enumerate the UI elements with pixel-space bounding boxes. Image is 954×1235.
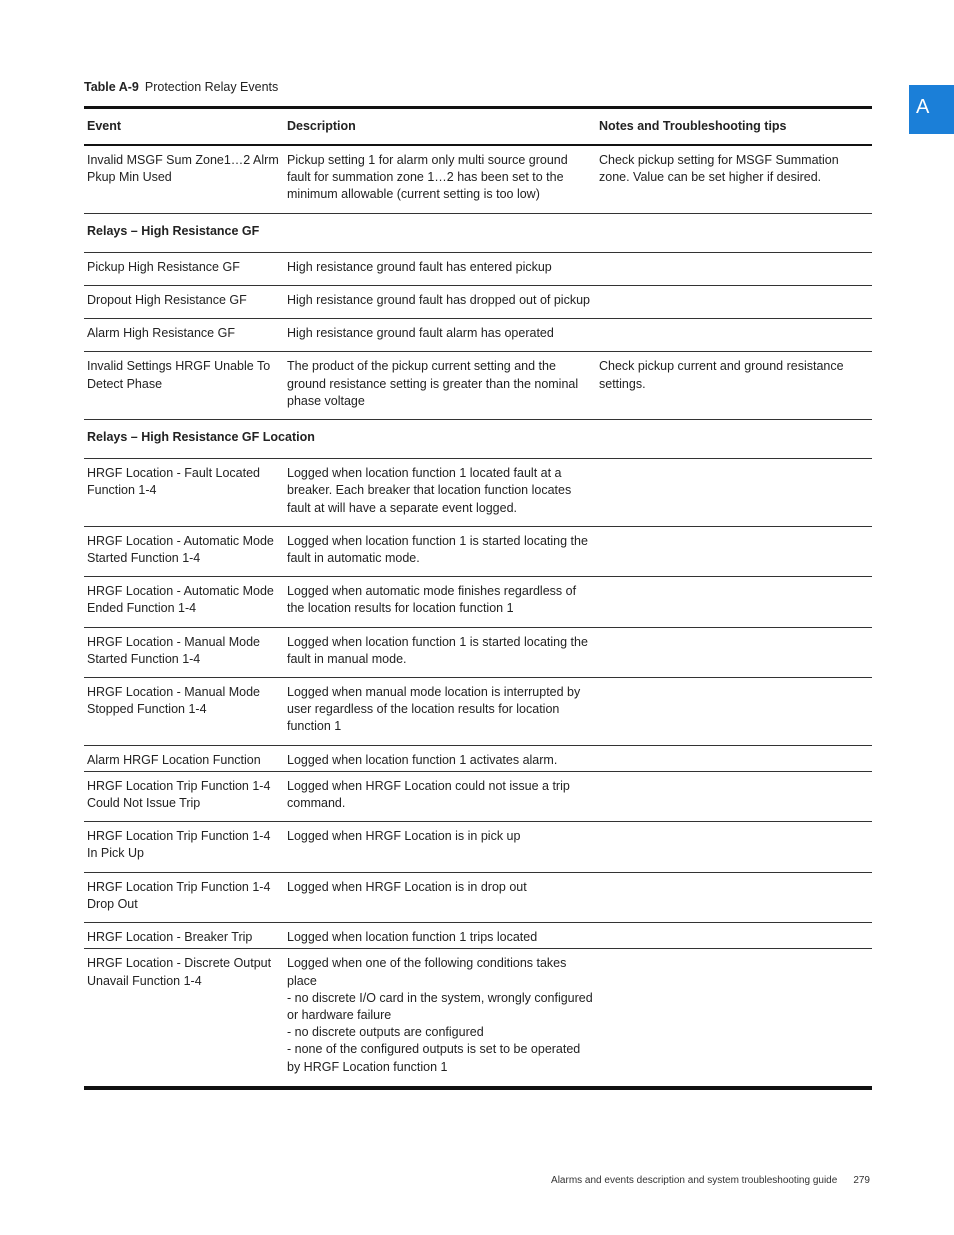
notes-cell	[596, 627, 872, 677]
table-row	[84, 526, 872, 576]
notes-cell	[596, 319, 872, 352]
table-row	[84, 459, 872, 527]
table-caption-label: Table A-9	[84, 80, 139, 94]
table-row	[84, 145, 872, 213]
header-notes: Notes and Troubleshooting tips	[596, 108, 872, 146]
table-row	[84, 872, 872, 922]
table-row	[84, 352, 872, 420]
notes-cell	[596, 822, 872, 872]
description-cell: High resistance ground fault has dropped out of pickup	[284, 286, 596, 319]
table-caption	[84, 80, 278, 94]
event-cell: HRGF Location - Automatic Mode Started Function 1-4	[84, 526, 284, 576]
notes-cell	[596, 526, 872, 576]
description-cell: Logged when HRGF Location is in drop out	[284, 872, 596, 922]
table-row	[84, 678, 872, 746]
notes-cell	[596, 286, 872, 319]
notes-cell	[596, 949, 872, 1088]
table-row	[84, 822, 872, 872]
description-cell: Logged when location function 1 is started locating the fault in automatic mode.	[284, 526, 596, 576]
table-row	[84, 923, 872, 949]
description-cell: Logged when location function 1 located fault at a breaker. Each breaker that location function locates fault at will have a separate event logged.	[284, 459, 596, 527]
description-cell: Logged when location function 1 trips located	[284, 923, 596, 949]
table-row	[84, 319, 872, 352]
appendix-tab: A	[909, 85, 954, 134]
page-number: 279	[853, 1175, 870, 1186]
event-cell: HRGF Location - Automatic Mode Ended Function 1-4	[84, 577, 284, 627]
description-cell: The product of the pickup current setting and the ground resistance setting is greater than the nominal phase voltage	[284, 352, 596, 420]
notes-cell	[596, 771, 872, 821]
notes-cell	[596, 459, 872, 527]
description-cell: High resistance ground fault alarm has operated	[284, 319, 596, 352]
table-caption-title: Protection Relay Events	[144, 80, 279, 94]
event-cell: Alarm High Resistance GF	[84, 319, 284, 352]
table-row	[84, 627, 872, 677]
event-cell: HRGF Location - Manual Mode Started Function 1-4	[84, 627, 284, 677]
event-cell: Pickup High Resistance GF	[84, 252, 284, 285]
header-event: Event	[84, 108, 284, 146]
event-cell: HRGF Location - Breaker Trip	[84, 923, 284, 949]
notes-cell: Check pickup current and ground resistance settings.	[596, 352, 872, 420]
notes-cell	[596, 923, 872, 949]
section-title: Relays – High Resistance GF	[84, 213, 872, 252]
section-row	[84, 420, 872, 459]
table-header	[84, 108, 872, 146]
description-cell: Logged when location function 1 activates alarm.	[284, 745, 596, 771]
description-cell: Logged when location function 1 is started locating the fault in manual mode.	[284, 627, 596, 677]
header-description: Description	[284, 108, 596, 146]
description-line: - no discrete I/O card in the system, wrongly configured or hardware failure	[287, 990, 593, 1022]
description-cell: Logged when manual mode location is interrupted by user regardless of the location results for location function 1	[284, 678, 596, 746]
notes-cell	[596, 577, 872, 627]
event-cell: Dropout High Resistance GF	[84, 286, 284, 319]
table-row	[84, 577, 872, 627]
event-cell: HRGF Location Trip Function 1-4 In Pick Up	[84, 822, 284, 872]
event-cell: Alarm HRGF Location Function	[84, 745, 284, 771]
table-row	[84, 745, 872, 771]
description-cell: Logged when HRGF Location could not issue a trip command.	[284, 771, 596, 821]
footer-text: Alarms and events description and system troubleshooting guide	[551, 1175, 838, 1186]
protection-relay-events-table	[84, 106, 872, 1090]
event-cell: Invalid Settings HRGF Unable To Detect Phase	[84, 352, 284, 420]
description-cell: Logged when automatic mode finishes regardless of the location results for location function 1	[284, 577, 596, 627]
table-row	[84, 771, 872, 821]
table-header-row	[84, 108, 872, 146]
page-footer	[551, 1175, 870, 1186]
description-line: - none of the configured outputs is set to be operated by HRGF Location function 1	[287, 1042, 581, 1074]
description-cell: Logged when HRGF Location is in pick up	[284, 822, 596, 872]
event-cell: HRGF Location - Fault Located Function 1-4	[84, 459, 284, 527]
section-title: Relays – High Resistance GF Location	[84, 420, 872, 459]
table-body	[84, 145, 872, 1088]
event-cell: HRGF Location Trip Function 1-4 Could Not Issue Trip	[84, 771, 284, 821]
notes-cell	[596, 252, 872, 285]
description-line: Logged when one of the following conditions takes place	[287, 956, 567, 988]
event-cell: Invalid MSGF Sum Zone1…2 Alrm Pkup Min Used	[84, 145, 284, 213]
event-cell: HRGF Location Trip Function 1-4 Drop Out	[84, 872, 284, 922]
description-cell	[284, 949, 596, 1088]
description-cell: High resistance ground fault has entered pickup	[284, 252, 596, 285]
event-cell: HRGF Location - Manual Mode Stopped Function 1-4	[84, 678, 284, 746]
section-row	[84, 213, 872, 252]
table-row	[84, 252, 872, 285]
notes-cell: Check pickup setting for MSGF Summation zone. Value can be set higher if desired.	[596, 145, 872, 213]
notes-cell	[596, 678, 872, 746]
notes-cell	[596, 745, 872, 771]
notes-cell	[596, 872, 872, 922]
event-cell: HRGF Location - Discrete Output Unavail Function 1-4	[87, 956, 272, 988]
description-line: - no discrete outputs are configured	[287, 1025, 484, 1040]
table-row	[84, 949, 872, 1088]
description-cell: Pickup setting 1 for alarm only multi source ground fault for summation zone 1…2 has been set to the minimum allowable (current setting is too low)	[284, 145, 596, 213]
table-row	[84, 286, 872, 319]
